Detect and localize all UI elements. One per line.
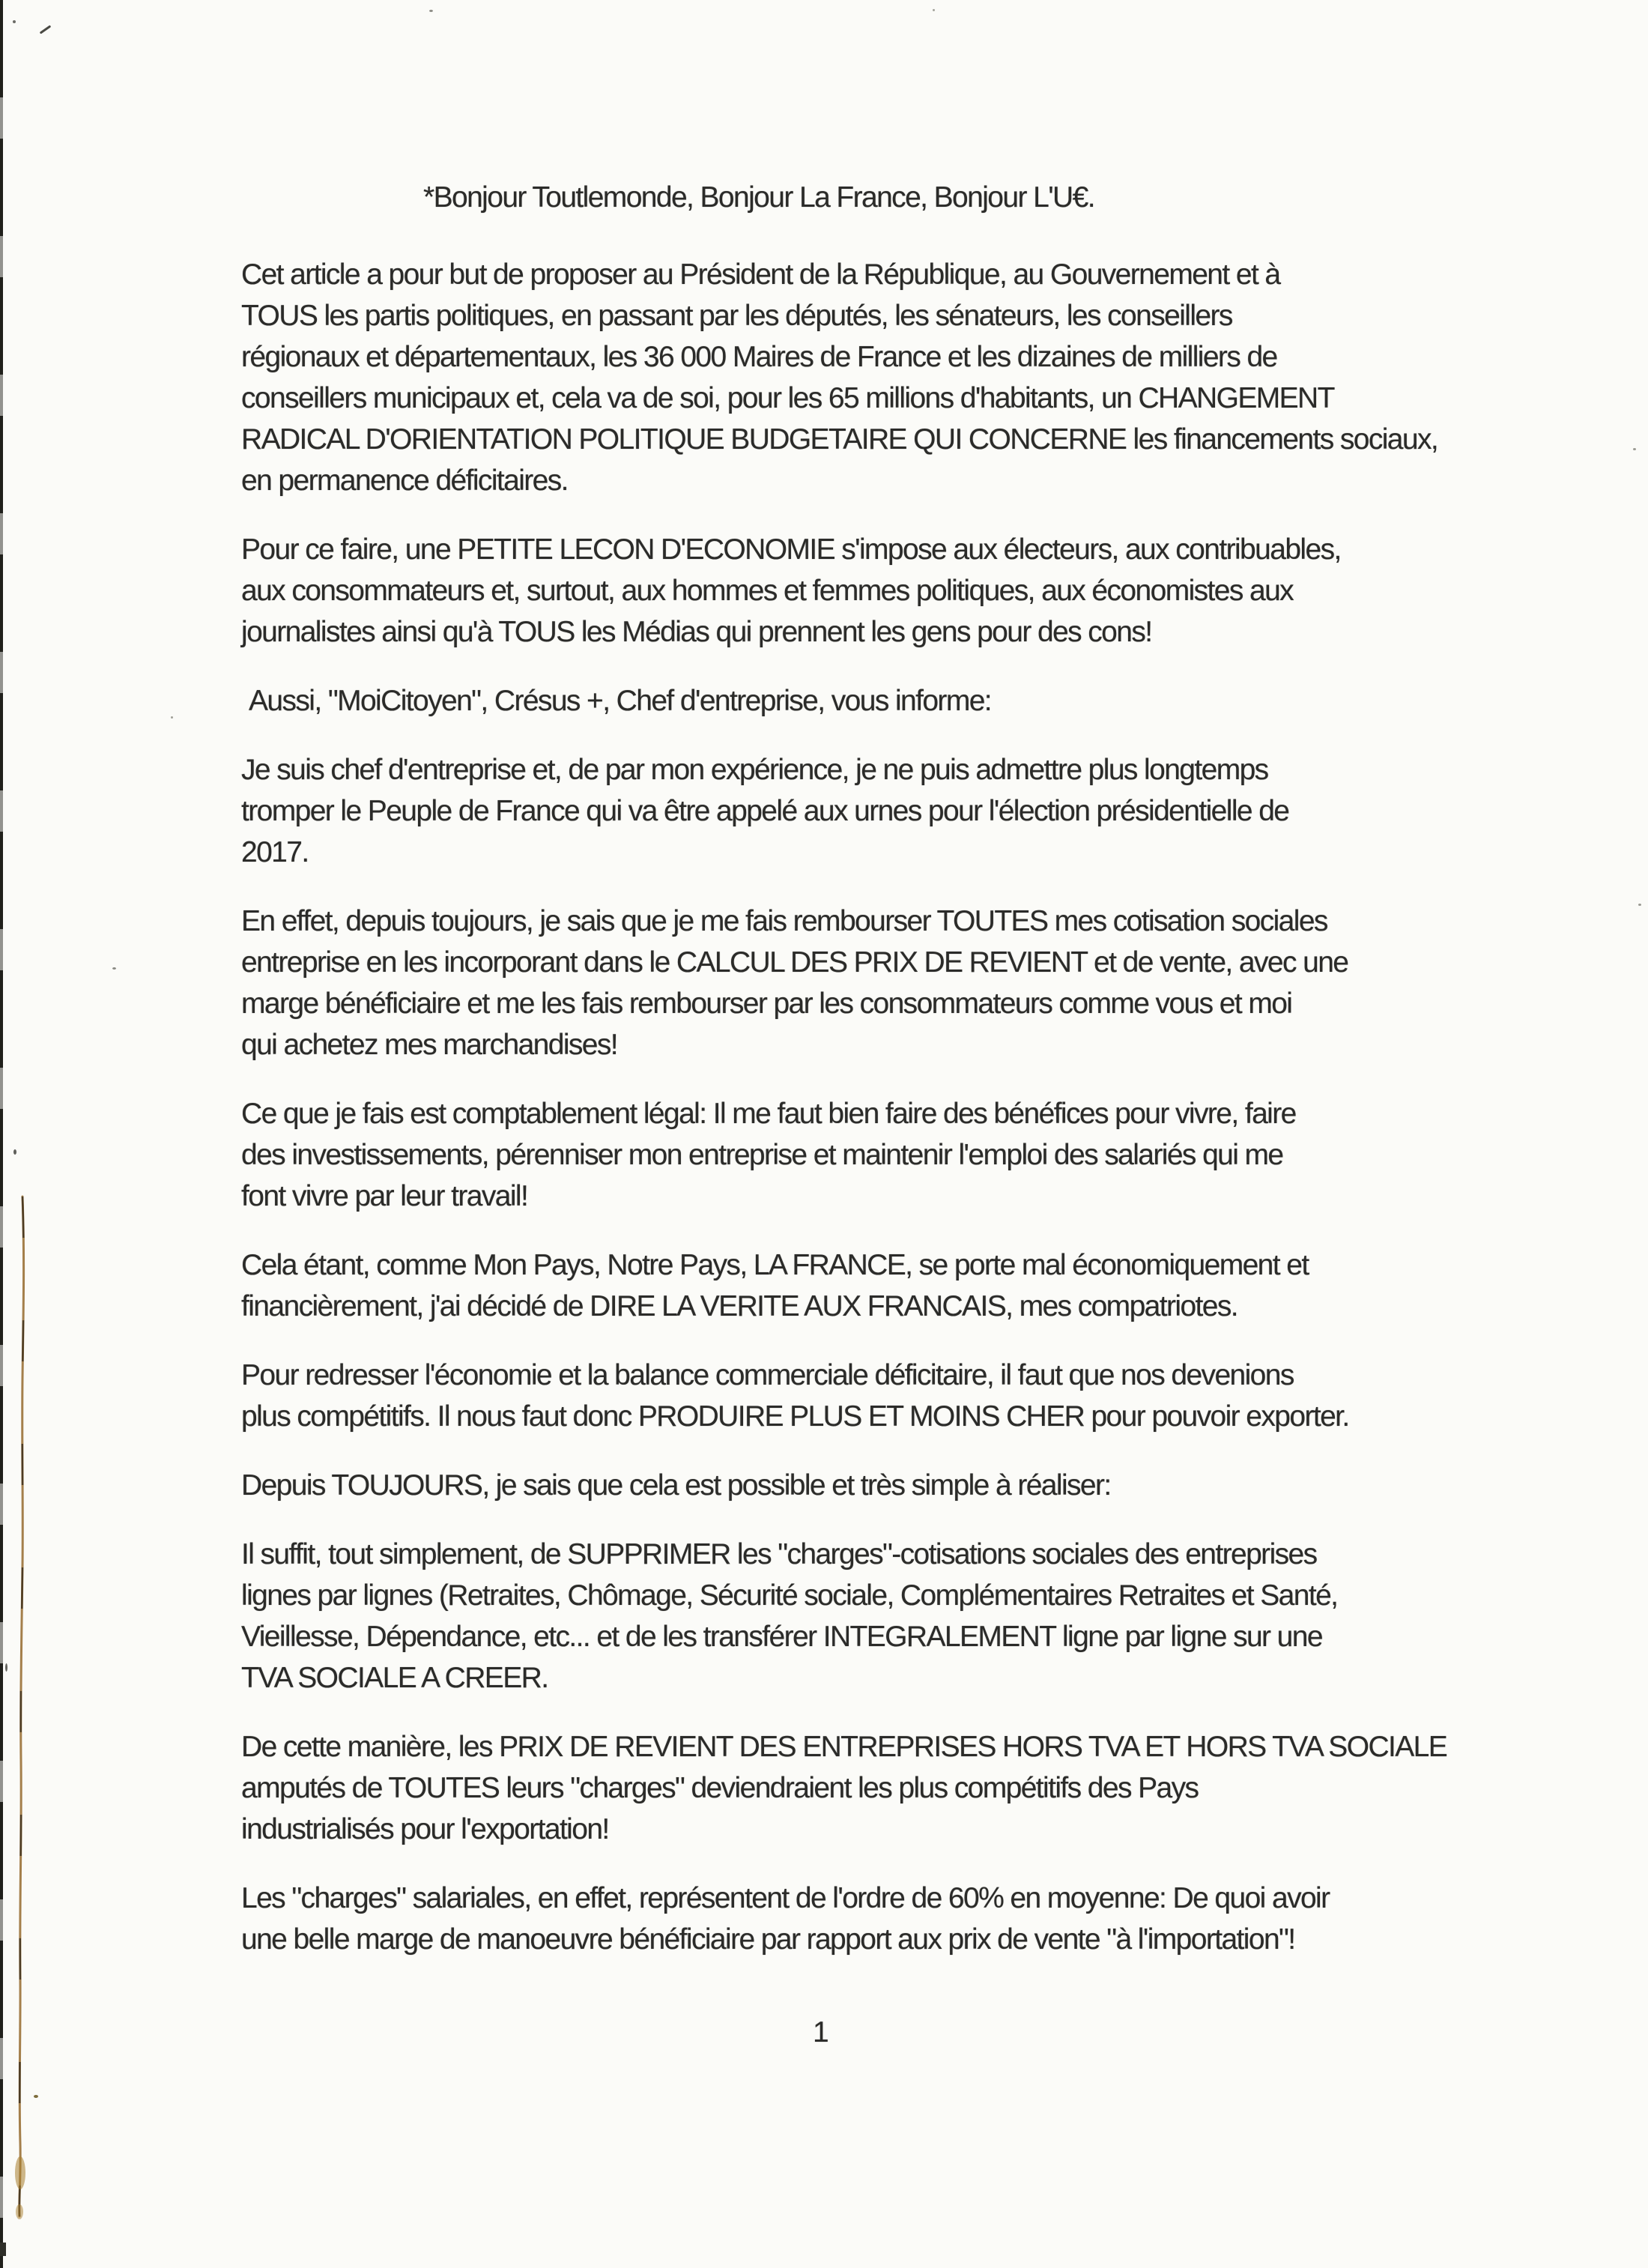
paragraph <box>241 1534 1440 1699</box>
paragraph <box>241 1093 1440 1217</box>
text-line: conseillers municipaux et, cela va de soi, pour les 65 millions d'habitants, un CHANGEMENT <box>241 382 1334 414</box>
text-line: Cet article a pour but de proposer au Président de la République, au Gouvernement et à <box>241 258 1280 291</box>
text-line: En effet, depuis toujours, je sais que je me fais rembourser TOUTES mes cotisation sociales <box>241 905 1327 937</box>
text-line: Les "charges" salariales, en effet, représentent de l'ordre de 60% en moyenne: De quoi avoir <box>241 1882 1330 1914</box>
text-line: des investissements, pérenniser mon entreprise et maintenir l'emploi des salariés qui me <box>241 1139 1283 1171</box>
text-line: Ce que je fais est comptablement légal: Il me faut bien faire des bénéfices pour vivre, faire <box>241 1098 1296 1130</box>
text-line: Pour ce faire, une PETITE LECON D'ECONOMIE s'impose aux électeurs, aux contribuables, <box>241 533 1341 566</box>
paragraph <box>241 749 1440 873</box>
text-line: Il suffit, tout simplement, de SUPPRIMER les "charges"-cotisations sociales des entreprises <box>241 1538 1317 1570</box>
text-line: De cette manière, les PRIX DE REVIENT DES ENTREPRISES HORS TVA ET HORS TVA SOCIALE <box>241 1731 1447 1763</box>
dust-speck <box>13 1149 16 1155</box>
bottom-edge-mark <box>0 2243 6 2256</box>
dust-speck <box>429 10 433 12</box>
dust-speck <box>933 9 935 11</box>
text-line: TOUS les partis politiques, en passant par les députés, les sénateurs, les conseillers <box>241 300 1232 332</box>
text-line: qui achetez mes marchandises! <box>241 1029 618 1061</box>
page-number: 1 <box>812 2016 828 2048</box>
text-line: Cela étant, comme Mon Pays, Notre Pays, LA FRANCE, se porte mal économiquement et <box>241 1249 1309 1281</box>
text-line: journalistes ainsi qu'à TOUS les Médias qui prennent les gens pour des cons! <box>241 616 1152 648</box>
paragraph <box>241 1245 1440 1327</box>
fiber-streak-artifact <box>0 0 52 2268</box>
dust-speck <box>13 20 16 23</box>
paragraphs-container <box>241 254 1447 1960</box>
paragraph <box>241 680 1440 722</box>
document-body <box>241 177 1447 2053</box>
paragraph <box>241 1878 1440 1960</box>
paragraph <box>241 1355 1440 1437</box>
dust-speck <box>1638 904 1641 906</box>
dust-speck <box>34 2095 38 2098</box>
text-line: financièrement, j'ai décidé de DIRE LA VERITE AUX FRANCAIS, mes compatriotes. <box>241 1290 1237 1322</box>
text-line: en permanence déficitaires. <box>241 465 568 497</box>
text-line: font vivre par leur travail! <box>241 1180 528 1212</box>
text-line: une belle marge de manoeuvre bénéficiaire par rapport aux prix de vente "à l'importation"! <box>241 1923 1295 1956</box>
paragraph <box>241 901 1440 1065</box>
text-line: Depuis TOUJOURS, je sais que cela est possible et très simple à réaliser: <box>241 1469 1111 1502</box>
corner-pen-mark <box>40 25 52 34</box>
text-line: marge bénéficiaire et me les fais rembourser par les consommateurs comme vous et moi <box>241 988 1292 1020</box>
text-line: Vieillesse, Dépendance, etc... et de les transférer INTEGRALEMENT ligne par ligne sur une <box>241 1621 1322 1653</box>
dust-speck <box>1633 448 1636 450</box>
text-line: entreprise en les incorporant dans le CALCUL DES PRIX DE REVIENT et de vente, avec une <box>241 946 1348 979</box>
text-line: 2017. <box>241 836 309 868</box>
scanner-edge-line <box>0 0 3 2268</box>
paragraph <box>241 1465 1440 1506</box>
text-line: Aussi, "MoiCitoyen", Crésus +, Chef d'entreprise, vous informe: <box>249 685 992 717</box>
paragraph <box>241 254 1440 501</box>
text-line: aux consommateurs et, surtout, aux hommes et femmes politiques, aux économistes aux <box>241 575 1294 607</box>
text-line: TVA SOCIALE A CREER. <box>241 1662 548 1694</box>
text-line: tromper le Peuple de France qui va être appelé aux urnes pour l'élection présidentielle de <box>241 795 1289 827</box>
text-line: Pour redresser l'économie et la balance commerciale déficitaire, il faut que nos devenions <box>241 1359 1294 1391</box>
paragraph <box>241 1726 1447 1850</box>
text-line: régionaux et départementaux, les 36 000 Maires de France et les dizaines de milliers de <box>241 341 1277 373</box>
document-title: *Bonjour Toutlemonde, Bonjour La France, Bonjour L'U€. <box>423 181 1094 214</box>
text-line: Je suis chef d'entreprise et, de par mon expérience, je ne puis admettre plus longtemps <box>241 754 1268 786</box>
text-line: amputés de TOUTES leurs "charges" deviendraient les plus compétitifs des Pays <box>241 1772 1199 1804</box>
text-line: industrialisés pour l'exportation! <box>241 1813 609 1845</box>
text-line: RADICAL D'ORIENTATION POLITIQUE BUDGETAIRE QUI CONCERNE les financements sociaux, <box>241 423 1438 456</box>
dust-speck <box>5 1663 7 1672</box>
dust-speck <box>171 716 173 719</box>
paragraph <box>241 529 1440 653</box>
text-line: plus compétitifs. Il nous faut donc PRODUIRE PLUS ET MOINS CHER pour pouvoir exporter. <box>241 1400 1349 1433</box>
text-line: lignes par lignes (Retraites, Chômage, Sécurité sociale, Complémentaires Retraites et Santé, <box>241 1579 1338 1612</box>
dust-speck <box>112 967 116 970</box>
